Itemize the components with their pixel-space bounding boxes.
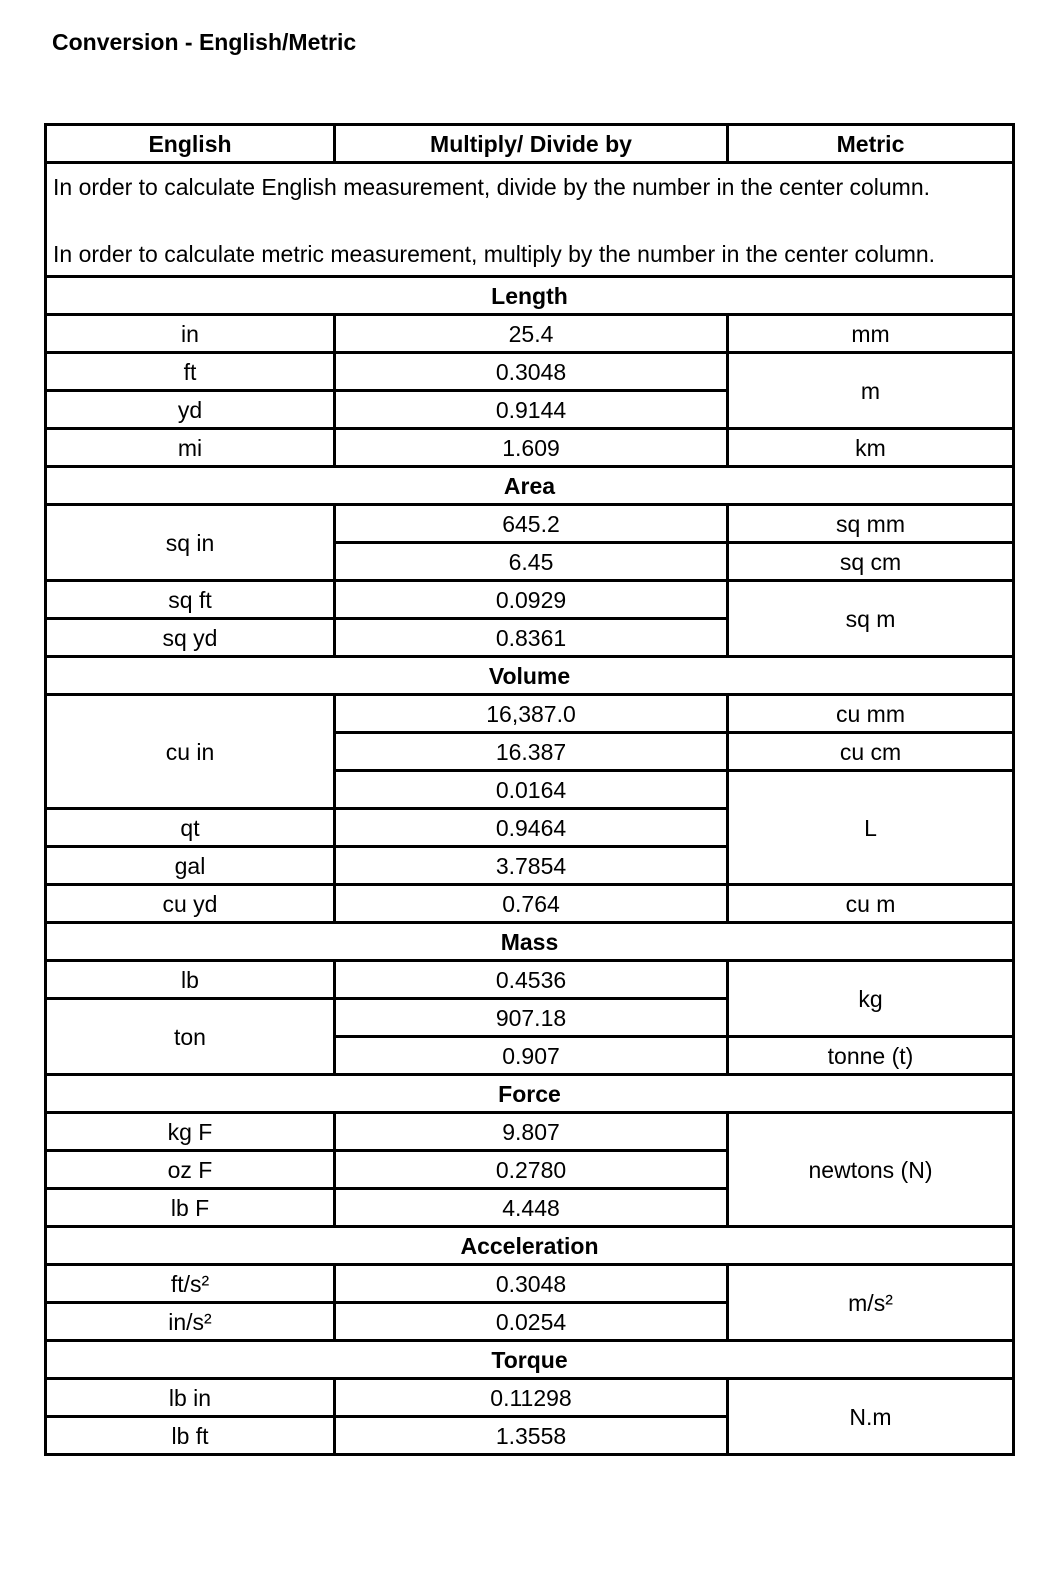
metric-unit: m [728, 353, 1014, 429]
metric-unit: cu mm [728, 695, 1014, 733]
section-row [46, 1075, 1014, 1113]
metric-unit: sq m [728, 581, 1014, 657]
conversion-table [44, 123, 1015, 1456]
english-unit: sq yd [46, 619, 335, 657]
table-row [46, 429, 1014, 467]
table-row [46, 961, 1014, 999]
factor-value: 0.3048 [335, 353, 728, 391]
factor-value: 0.11298 [335, 1379, 728, 1417]
metric-unit: cu cm [728, 733, 1014, 771]
factor-value: 0.3048 [335, 1265, 728, 1303]
factor-value: 0.9144 [335, 391, 728, 429]
table-row [46, 315, 1014, 353]
note-row [46, 163, 1014, 277]
english-unit: cu in [46, 695, 335, 809]
english-unit: kg F [46, 1113, 335, 1151]
factor-value: 16.387 [335, 733, 728, 771]
english-unit: in [46, 315, 335, 353]
factor-value: 0.0929 [335, 581, 728, 619]
factor-value: 0.907 [335, 1037, 728, 1075]
factor-value: 6.45 [335, 543, 728, 581]
header-row [46, 125, 1014, 163]
metric-unit: tonne (t) [728, 1037, 1014, 1075]
table-row [46, 505, 1014, 543]
factor-value: 0.8361 [335, 619, 728, 657]
metric-unit: N.m [728, 1379, 1014, 1455]
metric-unit: sq mm [728, 505, 1014, 543]
english-unit: lb F [46, 1189, 335, 1227]
factor-value: 16,387.0 [335, 695, 728, 733]
table-row [46, 695, 1014, 733]
metric-unit: mm [728, 315, 1014, 353]
section-acceleration: Acceleration [46, 1227, 1014, 1265]
factor-value: 0.2780 [335, 1151, 728, 1189]
english-unit: mi [46, 429, 335, 467]
english-unit: yd [46, 391, 335, 429]
header-factor: Multiply/ Divide by [335, 125, 728, 163]
factor-value: 0.9464 [335, 809, 728, 847]
factor-value: 907.18 [335, 999, 728, 1037]
english-unit: ton [46, 999, 335, 1075]
table-row [46, 1379, 1014, 1417]
header-metric: Metric [728, 125, 1014, 163]
english-unit: in/s² [46, 1303, 335, 1341]
metric-unit: cu m [728, 885, 1014, 923]
english-unit: qt [46, 809, 335, 847]
note-metric: In order to calculate metric measurement, multiply by the number in the center column. [53, 241, 936, 267]
section-mass: Mass [46, 923, 1014, 961]
page-title: Conversion - English/Metric [52, 29, 357, 55]
factor-value: 0.764 [335, 885, 728, 923]
section-row [46, 467, 1014, 505]
english-unit: lb in [46, 1379, 335, 1417]
english-unit: ft [46, 353, 335, 391]
section-length: Length [46, 277, 1014, 315]
metric-unit: sq cm [728, 543, 1014, 581]
table-row [46, 581, 1014, 619]
factor-value: 25.4 [335, 315, 728, 353]
english-unit: sq in [46, 505, 335, 581]
english-unit: lb ft [46, 1417, 335, 1455]
section-area: Area [46, 467, 1014, 505]
section-row [46, 277, 1014, 315]
factor-value: 0.4536 [335, 961, 728, 999]
english-unit: gal [46, 847, 335, 885]
section-row [46, 657, 1014, 695]
section-volume: Volume [46, 657, 1014, 695]
english-unit: lb [46, 961, 335, 999]
english-unit: sq ft [46, 581, 335, 619]
metric-unit: m/s² [728, 1265, 1014, 1341]
section-row [46, 1227, 1014, 1265]
english-unit: cu yd [46, 885, 335, 923]
factor-value: 0.0164 [335, 771, 728, 809]
table-row [46, 885, 1014, 923]
section-torque: Torque [46, 1341, 1014, 1379]
instructions [46, 163, 1014, 277]
section-row [46, 923, 1014, 961]
factor-value: 3.7854 [335, 847, 728, 885]
section-row [46, 1341, 1014, 1379]
note-english: In order to calculate English measurement, divide by the number in the center column. [53, 174, 931, 200]
factor-value: 0.0254 [335, 1303, 728, 1341]
metric-unit: km [728, 429, 1014, 467]
metric-unit: kg [728, 961, 1014, 1037]
metric-unit: newtons (N) [728, 1113, 1014, 1227]
factor-value: 4.448 [335, 1189, 728, 1227]
metric-unit: L [728, 771, 1014, 885]
english-unit: ft/s² [46, 1265, 335, 1303]
factor-value: 9.807 [335, 1113, 728, 1151]
factor-value: 1.3558 [335, 1417, 728, 1455]
factor-value: 1.609 [335, 429, 728, 467]
table-row [46, 1113, 1014, 1151]
english-unit: oz F [46, 1151, 335, 1189]
section-force: Force [46, 1075, 1014, 1113]
table-row [46, 353, 1014, 391]
table-row [46, 1265, 1014, 1303]
factor-value: 645.2 [335, 505, 728, 543]
header-english: English [46, 125, 335, 163]
